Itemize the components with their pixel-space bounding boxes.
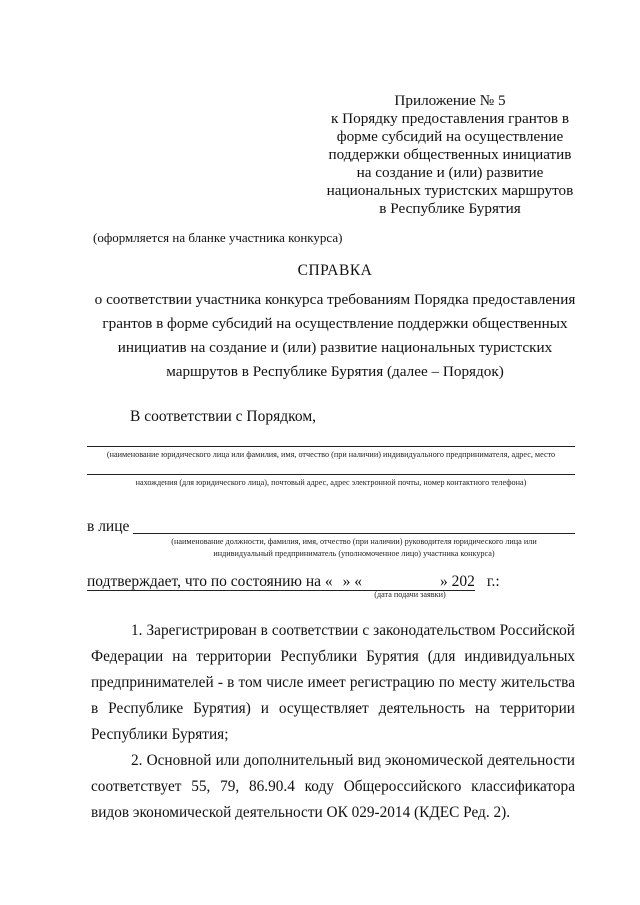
paragraph-1 xyxy=(91,618,575,748)
applicant-fill-line-2[interactable] xyxy=(87,474,575,475)
annex-line: форме субсидий на осуществление xyxy=(336,128,564,145)
person-caption-line: (наименование должности, фамилия, имя, отчество (при наличии) руководителя юридического лица или xyxy=(171,537,537,546)
annex-line: к Порядку предоставления грантов в xyxy=(330,110,570,127)
subtitle-line: о соответствии участника конкурса требованиям Порядка предоставления xyxy=(94,291,576,308)
blank-note: (оформляется на бланке участника конкурса) xyxy=(93,230,343,245)
paragraph-line: Республики Бурятия; xyxy=(91,726,229,743)
confirm-line xyxy=(87,573,500,591)
paragraph-line: 2. Основной или дополнительный вид экономической деятельности xyxy=(131,752,575,769)
annex-line: в Республике Бурятия xyxy=(379,200,521,217)
applicant-caption-1: (наименование юридического лица или фамилия, имя, отчество (при наличии) индивидуального предпринимателя, адрес, место xyxy=(106,450,556,459)
document-subtitle xyxy=(40,288,630,384)
subtitle-line: инициатив на создание и (или) развитие национальных туристских xyxy=(117,339,553,356)
confirm-text: подтверждает, что по состоянию на « xyxy=(87,573,333,590)
confirm-end: г.: xyxy=(486,573,500,590)
paragraph-line: Федерации на территории Республики Бурятия (для индивидуальных xyxy=(91,648,575,665)
paragraph-2 xyxy=(91,748,575,826)
annex-line: национальных туристских маршрутов xyxy=(326,182,574,199)
annex-header xyxy=(300,92,600,218)
subtitle-line: грантов в форме субсидий на осуществление поддержки общественных xyxy=(102,315,568,332)
paragraph-line: соответствует 55, 79, 86.90.4 коду Общероссийского классификатора xyxy=(91,778,575,795)
person-fill-line[interactable] xyxy=(133,533,575,534)
confirm-mid1: » « xyxy=(342,573,363,590)
intro-text: В соответствии с Порядком, xyxy=(130,408,317,425)
applicant-caption-2: нахождения (для юридического лица), почтовый адрес, адрес электронной почты, номер контактного телефона) xyxy=(135,478,527,487)
document-title: СПРАВКА xyxy=(297,262,373,279)
paragraph-line: в Республике Бурятия) и осуществляет деятельность на территории xyxy=(91,700,575,717)
date-caption: (дата подачи заявки) xyxy=(374,590,446,599)
person-label: в лице xyxy=(87,518,130,535)
annex-line: на создание и (или) развитие xyxy=(356,164,544,181)
annex-line: поддержки общественных инициатив xyxy=(328,146,572,163)
applicant-fill-line-1[interactable] xyxy=(87,446,575,447)
confirm-mid2: » 202 xyxy=(440,573,475,590)
paragraph-line: предпринимателей - в том числе имеет регистрацию по месту жительства xyxy=(91,674,575,691)
annex-line: Приложение № 5 xyxy=(394,92,506,109)
subtitle-line: маршрутов в Республике Бурятия (далее – Порядок) xyxy=(166,363,504,380)
paragraph-line: видов экономической деятельности ОК 029-2014 (КДЕС Ред. 2). xyxy=(91,804,511,821)
person-caption xyxy=(133,536,575,560)
person-caption-line: индивидуальный предприниматель (уполномоченное лицо) участника конкурса) xyxy=(213,549,495,558)
paragraph-line: 1. Зарегистрирован в соответствии с законодательством Российской xyxy=(131,622,575,639)
